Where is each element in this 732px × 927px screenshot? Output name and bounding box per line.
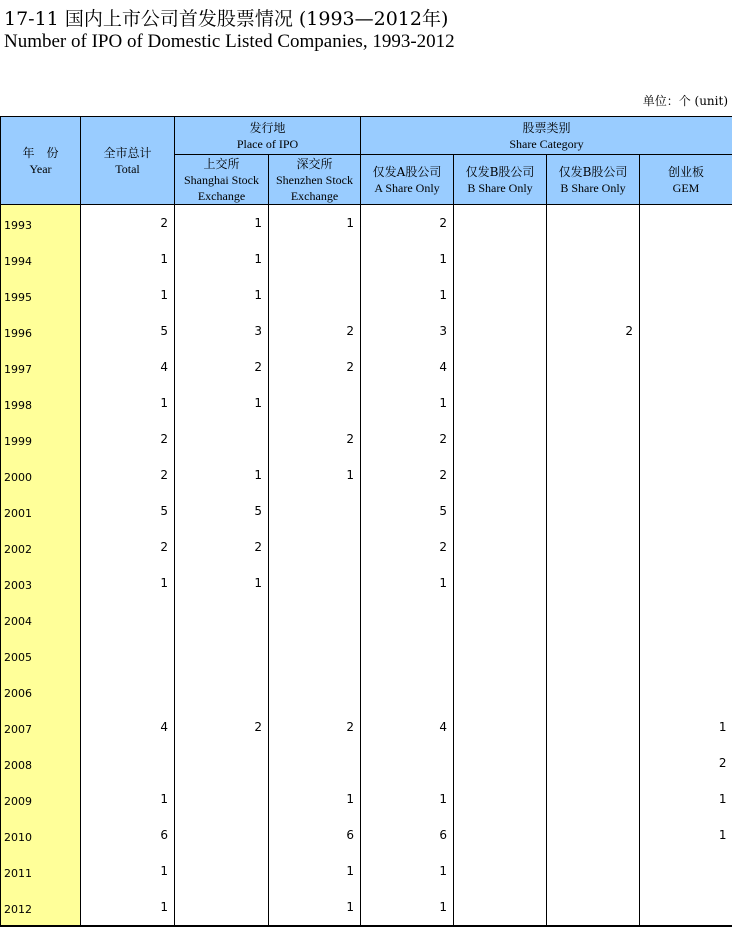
b-share-cell-2: [547, 205, 640, 242]
year-cell: 2006: [1, 673, 81, 709]
b-share-header-2-en: B Share Only: [547, 180, 639, 196]
total-header-en: Total: [81, 161, 174, 177]
shanghai-cell: 1: [175, 277, 269, 313]
total-cell: 2: [81, 205, 175, 242]
b-share-cell-1: [454, 817, 547, 853]
b-share-cell-2: [547, 421, 640, 457]
year-cell: 2005: [1, 637, 81, 673]
shenzhen-cell: 2: [269, 421, 361, 457]
a-share-cell: 1: [361, 781, 454, 817]
shanghai-header: [175, 155, 269, 205]
a-share-cell: 1: [361, 889, 454, 926]
ipo-table: [0, 116, 732, 927]
b-share-cell-1: [454, 889, 547, 926]
shenzhen-cell: 2: [269, 349, 361, 385]
year-cell: 1993: [1, 205, 81, 242]
b-share-cell-2: [547, 673, 640, 709]
a-share-cell: 6: [361, 817, 454, 853]
total-cell: [81, 673, 175, 709]
shenzhen-cell: 1: [269, 205, 361, 242]
shenzhen-cell: [269, 673, 361, 709]
year-cell: 2012: [1, 889, 81, 926]
table-row: [1, 241, 732, 277]
b-share-cell-1: [454, 853, 547, 889]
a-share-cell: 4: [361, 349, 454, 385]
b-share-cell-2: [547, 745, 640, 781]
total-cell: 2: [81, 421, 175, 457]
b-share-cell-2: [547, 853, 640, 889]
total-cell: 5: [81, 313, 175, 349]
shenzhen-header-cn: 深交所: [269, 156, 360, 172]
table-title-chinese: 17-11 国内上市公司首发股票情况 (1993—2012年): [4, 4, 448, 31]
b-share-cell-1: [454, 493, 547, 529]
shenzhen-cell: 2: [269, 313, 361, 349]
b-share-cell-1: [454, 205, 547, 242]
a-share-header-en: A Share Only: [361, 180, 453, 196]
b-share-cell-1: [454, 673, 547, 709]
shanghai-cell: [175, 853, 269, 889]
table-row: [1, 205, 732, 242]
shanghai-cell: 5: [175, 493, 269, 529]
shanghai-cell: [175, 817, 269, 853]
shanghai-cell: 1: [175, 565, 269, 601]
gem-cell: [640, 673, 732, 709]
gem-cell: [640, 601, 732, 637]
b-share-cell-2: [547, 781, 640, 817]
a-share-header: [361, 155, 454, 205]
shenzhen-cell: [269, 601, 361, 637]
a-share-cell: 1: [361, 565, 454, 601]
year-header-cn: 年 份: [1, 145, 80, 161]
shanghai-cell: 3: [175, 313, 269, 349]
shenzhen-cell: [269, 565, 361, 601]
table-row: [1, 565, 732, 601]
gem-cell: 1: [640, 817, 732, 853]
b-share-header-2: [547, 155, 640, 205]
a-share-cell: 1: [361, 853, 454, 889]
b-share-cell-2: [547, 385, 640, 421]
a-share-cell: [361, 601, 454, 637]
shenzhen-cell: [269, 385, 361, 421]
gem-cell: [640, 421, 732, 457]
b-share-cell-2: 2: [547, 313, 640, 349]
a-share-cell: [361, 745, 454, 781]
shenzhen-cell: 1: [269, 457, 361, 493]
year-cell: 2007: [1, 709, 81, 745]
total-cell: 1: [81, 853, 175, 889]
year-cell: 2003: [1, 565, 81, 601]
total-cell: 1: [81, 781, 175, 817]
shenzhen-cell: [269, 529, 361, 565]
shenzhen-header: [269, 155, 361, 205]
b-share-cell-2: [547, 493, 640, 529]
year-header: [1, 117, 81, 205]
gem-cell: [640, 529, 732, 565]
shanghai-cell: [175, 781, 269, 817]
shanghai-cell: 1: [175, 205, 269, 242]
table-body: [1, 205, 732, 927]
a-share-cell: 2: [361, 205, 454, 242]
b-share-cell-2: [547, 277, 640, 313]
shanghai-cell: 1: [175, 457, 269, 493]
year-cell: 2002: [1, 529, 81, 565]
table-row: [1, 673, 732, 709]
shenzhen-cell: [269, 745, 361, 781]
shenzhen-cell: 1: [269, 853, 361, 889]
b-share-cell-1: [454, 349, 547, 385]
year-cell: 2004: [1, 601, 81, 637]
b-share-cell-1: [454, 313, 547, 349]
table-row: [1, 313, 732, 349]
a-share-cell: 4: [361, 709, 454, 745]
total-cell: [81, 745, 175, 781]
year-cell: 2000: [1, 457, 81, 493]
b-share-cell-1: [454, 745, 547, 781]
gem-cell: [640, 277, 732, 313]
table-row: [1, 781, 732, 817]
total-header: [81, 117, 175, 205]
place-header: [175, 117, 361, 155]
a-share-cell: [361, 673, 454, 709]
table-row: [1, 853, 732, 889]
b-share-header-1-en: B Share Only: [454, 180, 546, 196]
total-cell: [81, 637, 175, 673]
shanghai-header-en: Shanghai Stock Exchange: [175, 172, 268, 204]
year-cell: 2009: [1, 781, 81, 817]
gem-cell: 2: [640, 745, 732, 781]
table-row: [1, 349, 732, 385]
a-share-cell: 3: [361, 313, 454, 349]
shenzhen-cell: 1: [269, 781, 361, 817]
b-share-cell-1: [454, 277, 547, 313]
b-share-header-1: [454, 155, 547, 205]
total-cell: 2: [81, 529, 175, 565]
table-row: [1, 457, 732, 493]
gem-cell: [640, 205, 732, 242]
b-share-cell-2: [547, 817, 640, 853]
category-header-en: Share Category: [361, 136, 732, 152]
table-title-english: Number of IPO of Domestic Listed Companies, 1993-2012: [4, 31, 455, 53]
table-row: [1, 637, 732, 673]
gem-header-cn: 创业板: [640, 164, 732, 180]
b-share-cell-2: [547, 601, 640, 637]
b-share-cell-1: [454, 601, 547, 637]
total-cell: 1: [81, 889, 175, 926]
gem-cell: [640, 889, 732, 926]
b-share-cell-2: [547, 529, 640, 565]
total-cell: 6: [81, 817, 175, 853]
shanghai-cell: 2: [175, 349, 269, 385]
b-share-cell-2: [547, 565, 640, 601]
b-share-cell-1: [454, 529, 547, 565]
b-share-cell-2: [547, 457, 640, 493]
year-cell: 2008: [1, 745, 81, 781]
table-row: [1, 529, 732, 565]
table-row: [1, 421, 732, 457]
year-cell: 1999: [1, 421, 81, 457]
gem-cell: [640, 493, 732, 529]
gem-cell: [640, 457, 732, 493]
shenzhen-header-en: Shenzhen Stock Exchange: [269, 172, 360, 204]
a-share-cell: [361, 637, 454, 673]
table-row: [1, 493, 732, 529]
b-share-header-2-cn: 仅发B股公司: [547, 164, 639, 180]
b-share-cell-1: [454, 637, 547, 673]
total-cell: 5: [81, 493, 175, 529]
table-row: [1, 601, 732, 637]
year-cell: 2011: [1, 853, 81, 889]
shenzhen-cell: [269, 637, 361, 673]
table-row: [1, 817, 732, 853]
shanghai-header-cn: 上交所: [175, 156, 268, 172]
total-cell: [81, 601, 175, 637]
shanghai-cell: 2: [175, 709, 269, 745]
b-share-cell-1: [454, 781, 547, 817]
table-row: [1, 889, 732, 926]
total-cell: 4: [81, 349, 175, 385]
a-share-cell: 2: [361, 529, 454, 565]
b-share-cell-1: [454, 241, 547, 277]
shanghai-cell: [175, 745, 269, 781]
shenzhen-cell: 6: [269, 817, 361, 853]
year-header-en: Year: [1, 161, 80, 177]
year-cell: 2010: [1, 817, 81, 853]
total-cell: 2: [81, 457, 175, 493]
b-share-cell-1: [454, 565, 547, 601]
a-share-cell: 1: [361, 241, 454, 277]
a-share-cell: 5: [361, 493, 454, 529]
b-share-cell-2: [547, 349, 640, 385]
a-share-cell: 2: [361, 457, 454, 493]
shanghai-cell: [175, 637, 269, 673]
table-row: [1, 745, 732, 781]
a-share-cell: 1: [361, 385, 454, 421]
gem-cell: [640, 313, 732, 349]
b-share-cell-2: [547, 241, 640, 277]
b-share-cell-1: [454, 421, 547, 457]
b-share-cell-2: [547, 709, 640, 745]
shanghai-cell: [175, 601, 269, 637]
gem-cell: [640, 385, 732, 421]
category-header-cn: 股票类别: [361, 120, 732, 136]
year-cell: 1996: [1, 313, 81, 349]
gem-cell: [640, 349, 732, 385]
shanghai-cell: 1: [175, 385, 269, 421]
year-cell: 1995: [1, 277, 81, 313]
b-share-cell-1: [454, 709, 547, 745]
b-share-header-1-cn: 仅发B股公司: [454, 164, 546, 180]
total-cell: 4: [81, 709, 175, 745]
year-cell: 1998: [1, 385, 81, 421]
total-cell: 1: [81, 565, 175, 601]
total-cell: 1: [81, 277, 175, 313]
a-share-cell: 2: [361, 421, 454, 457]
gem-cell: 1: [640, 781, 732, 817]
shanghai-cell: [175, 889, 269, 926]
gem-cell: [640, 637, 732, 673]
gem-cell: 1: [640, 709, 732, 745]
total-cell: 1: [81, 385, 175, 421]
table-row: [1, 709, 732, 745]
shanghai-cell: [175, 673, 269, 709]
shanghai-cell: 1: [175, 241, 269, 277]
gem-cell: [640, 241, 732, 277]
shenzhen-cell: 2: [269, 709, 361, 745]
table-row: [1, 277, 732, 313]
gem-cell: [640, 565, 732, 601]
gem-cell: [640, 853, 732, 889]
year-cell: 1994: [1, 241, 81, 277]
shenzhen-cell: 1: [269, 889, 361, 926]
gem-header-en: GEM: [640, 180, 732, 196]
b-share-cell-1: [454, 457, 547, 493]
shenzhen-cell: [269, 493, 361, 529]
year-cell: 2001: [1, 493, 81, 529]
total-cell: 1: [81, 241, 175, 277]
table-header: [1, 117, 732, 205]
total-header-cn: 全市总计: [81, 145, 174, 161]
shenzhen-cell: [269, 277, 361, 313]
category-header: [361, 117, 732, 155]
b-share-cell-1: [454, 385, 547, 421]
unit-label: 单位：个 (unit): [643, 92, 728, 109]
a-share-header-cn: 仅发A股公司: [361, 164, 453, 180]
shanghai-cell: 2: [175, 529, 269, 565]
a-share-cell: 1: [361, 277, 454, 313]
shanghai-cell: [175, 421, 269, 457]
place-header-en: Place of IPO: [175, 136, 360, 152]
table-row: [1, 385, 732, 421]
b-share-cell-2: [547, 637, 640, 673]
b-share-cell-2: [547, 889, 640, 926]
shenzhen-cell: [269, 241, 361, 277]
gem-header: [640, 155, 732, 205]
year-cell: 1997: [1, 349, 81, 385]
place-header-cn: 发行地: [175, 120, 360, 136]
